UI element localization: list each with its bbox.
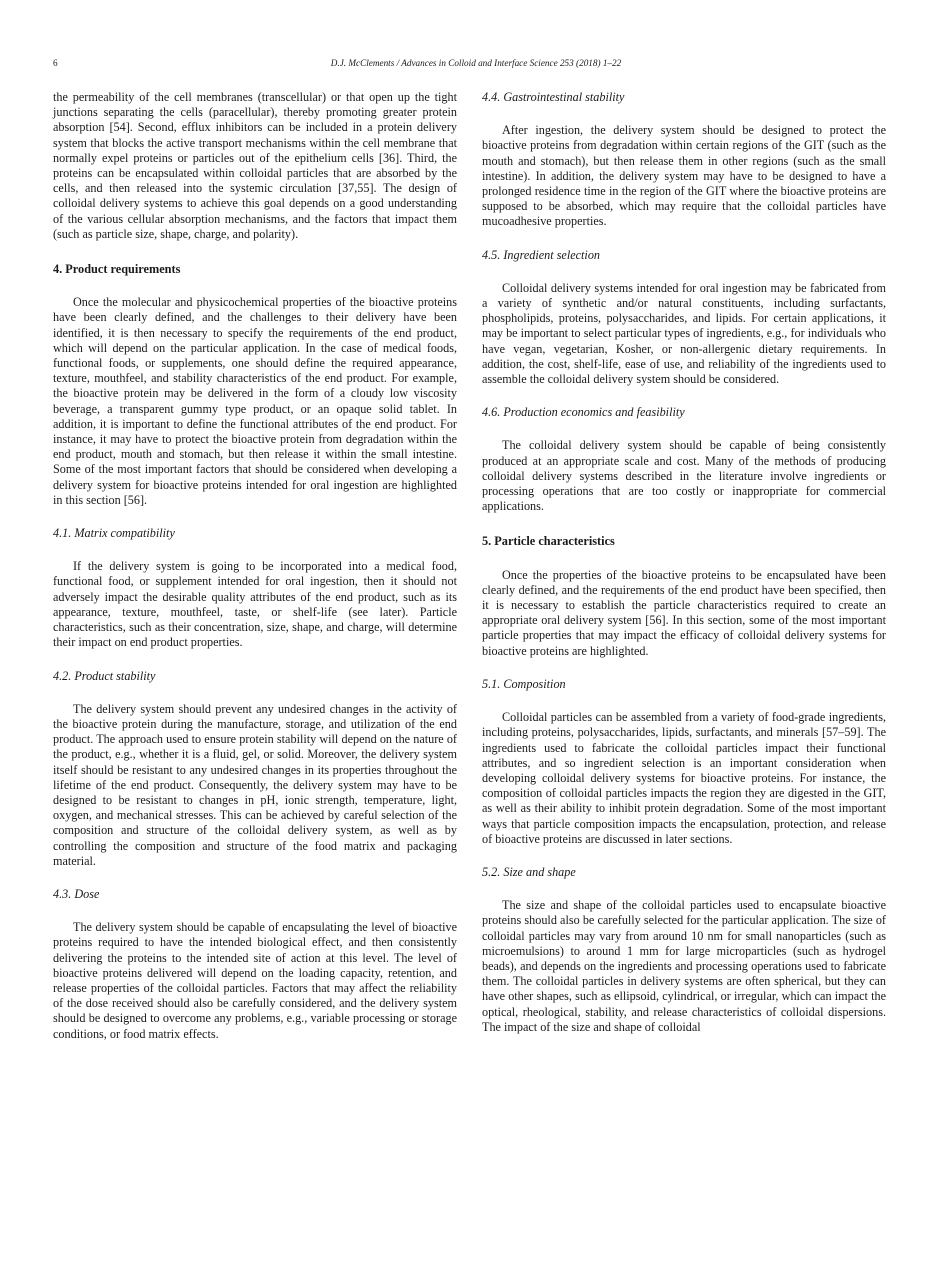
subsection-heading-4-4: 4.4. Gastrointestinal stability	[482, 90, 625, 104]
running-head: D.J. McClements / Advances in Colloid and Interface Science 253 (2018) 1–22	[330, 58, 622, 68]
paragraph-section-5: Once the properties of the bioactive proteins to be encapsulated have been clearly defined, and the requirements of the end product have been specified, then it is necessary to establish the particle characteristics required to create an appropriate oral delivery system [56]. In this section, some of the most important particle properties that may impact the efficacy of colloidal delivery systems for bioactive proteins are highlighted.	[482, 567, 886, 658]
paragraph-4-1: If the delivery system is going to be incorporated into a medical food, functional food, or supplement intended for oral ingestion, then it should not adversely impact the desirable quality attributes of the end product, such as its appearance, texture, mouthfeel, taste, or shelf-life (see later). Particle characteristics, such as their concentration, size, shape, and charge, will determine their impact on end product properties.	[53, 559, 457, 650]
left-column	[53, 90, 457, 1042]
page-number: 6	[53, 58, 58, 68]
subsection-heading-5-1: 5.1. Composition	[482, 676, 566, 691]
paragraph-4-4: After ingestion, the delivery system should be designed to protect the bioactive proteins from degradation within certain regions of the GIT (such as the mouth and stomach), but then release them in other regions (such as the small intestine). In addition, the delivery system may have to be designed to have a prolonged residence time in the region of the GIT where the bioactive proteins are supposed to be absorbed, which may require that the colloidal particles have mucoadhesive properties.	[482, 123, 886, 229]
subsection-heading-4-2: 4.2. Product stability	[53, 668, 156, 683]
page-header	[53, 58, 899, 72]
paragraph-4-2: The delivery system should prevent any undesired changes in the activity of the bioactive protein during the manufacture, storage, and utilization of the end product. The approach used to ensure protein stability will depend on the nature of the product, e.g., whether it is a fluid, gel, or solid. Moreover, the delivery system itself should be resistant to any undesired changes in its properties throughout the lifetime of the end product. Consequently, the delivery system may have to be designed to be resistant to changes in pH, ionic strength, temperature, light, oxygen, and mechanical stresses. This can be achieved by careful selection of the composition and structure of the colloidal delivery system, as well as by controlling the composition and structure of the food matrix and packaging material.	[53, 701, 457, 868]
subsection-heading-4-3: 4.3. Dose	[53, 886, 100, 901]
subsection-heading-4-1: 4.1. Matrix compatibility	[53, 526, 175, 541]
section-heading-4: 4. Product requirements	[53, 262, 181, 277]
paragraph-4-3: The delivery system should be capable of encapsulating the level of bioactive proteins required to have the intended biological effect, and then consistently delivering the proteins to the intended site of action at this level. The level of bioactive proteins delivered will depend on the loading capacity, retention, and release properties of the colloidal particles. Factors that may affect the reliability of the dose received should also be carefully considered, and the delivery system should be designed to overcome any problems, e.g., variable processing or storage conditions, or food matrix effects.	[53, 920, 457, 1041]
subsection-heading-4-5: 4.5. Ingredient selection	[482, 247, 601, 262]
paragraph-5-2: The size and shape of the colloidal particles used to encapsulate bioactive proteins should also be carefully selected for the particular application. The size of colloidal particles may vary from around 10 nm for small nanoparticles (such as microemulsions) to around 1 mm for large microparticles (such as hydrogel beads), and depends on the ingredients and processing operations used to fabricate them. The colloidal particles in delivery systems are often spherical, but they can have other shapes, such as ellipsoid, cylindrical, or irregular, which can impact the optical, rheological, stability, and release characteristics of colloidal dispersions. The impact of the size and shape of colloidal	[482, 898, 886, 1034]
section-heading-5: 5. Particle characteristics	[482, 534, 615, 549]
paragraph-4-6: The colloidal delivery system should be capable of being consistently produced at an appropriate scale and cost. Many of the methods of producing colloidal delivery systems described in the literature involve ingredients or processing operations that are too costly or inappropriate for commercial applications.	[482, 438, 886, 514]
right-column	[482, 90, 886, 1035]
subsection-heading-5-2: 5.2. Size and shape	[482, 864, 576, 879]
paragraph-4-5: Colloidal delivery systems intended for oral ingestion may be fabricated from a variety of synthetic and/or natural constituents, including surfactants, phospholipids, proteins, polysaccharides, and lipids. For certain applications, it may be important to select particular types of ingredients, e.g., for individuals who have vegan, vegetarian, Kosher, or non-allergenic dietary requirements. In addition, the cost, shelf-life, ease of use, and reliability of the ingredients used to assemble the colloidal delivery system should be considered.	[482, 280, 886, 387]
paragraph-5-1: Colloidal particles can be assembled from a variety of food-grade ingredients, including proteins, polysaccharides, lipids, surfactants, and minerals [57–59]. The ingredients used to fabricate the colloidal particles impact their functional attributes, and so ingredient selection is an important consideration when developing colloidal delivery systems for bioactive proteins. For instance, the composition of colloidal particles impacts the region they are digested in the GIT, as well as their ability to inhibit protein degradation. Some of the most important ways that particle composition impacts the encapsulation, protection, and release of bioactive proteins are discussed in later sections.	[482, 710, 886, 846]
subsection-heading-4-6: 4.6. Production economics and feasibility	[482, 405, 685, 420]
paragraph-section-4: Once the molecular and physicochemical properties of the bioactive proteins have been clearly defined, and the challenges to their delivery have been identified, it is then necessary to specify the requirements of the end product, which will depend on the particular application. In the case of medical foods, functional foods, or supplements, one should define the required appearance, texture, mouthfeel, and stability characteristics of the end product. For example, the bioactive protein may be delivered in the form of a cloudy low viscosity beverage, a transparent gummy type product, or an opaque solid tablet. In addition, it is important to define the functional attributes of the end product. For instance, it may have to protect the bioactive protein from degradation within the end product, mouth and stomach, but then release it within the small intestine. Some of the most important factors that should be considered when developing a delivery system for bioactive proteins intended for oral ingestion are highlighted in this section [56].	[53, 295, 457, 507]
paragraph-intro-continued: the permeability of the cell membranes (transcellular) or that open up the tight junctions separating the cells (paracellular), thereby promoting greater protein absorption [54]. Second, efflux inhibitors can be included in a protein delivery system that blocks the active transport mechanisms within the cell membrane that normally expel proteins or particles out of the epithelium cells [36]. Third, the proteins can be encapsulated within colloidal particles that are absorbed by the cells, and then released into the systemic circulation [37,55]. The design of colloidal delivery systems to achieve this goal depends on a good understanding of the various cellular absorption mechanisms, and the factors that impact them (such as particle size, shape, charge, and polarity).	[53, 90, 457, 241]
